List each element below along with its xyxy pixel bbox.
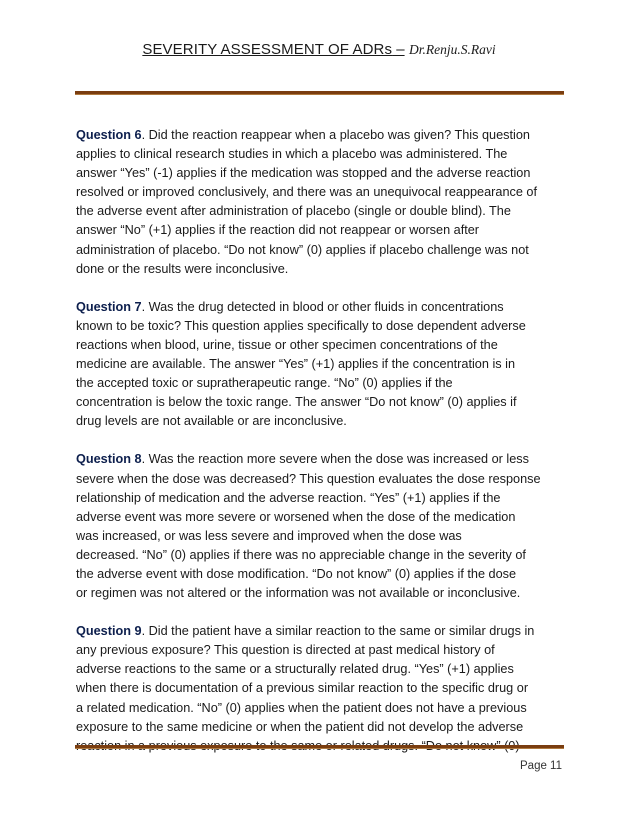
title-separator: – bbox=[392, 41, 405, 58]
text-line: medicine are available. The answer “Yes” (+1) applies if the concentration is in bbox=[76, 357, 516, 372]
question-text: . Was the reaction more severe when the dose was increased or less bbox=[141, 452, 529, 467]
text-line: the adverse event with dose modification. “Do not know” (0) applies if the dose bbox=[76, 566, 517, 581]
text-line bbox=[76, 622, 564, 641]
text-line bbox=[76, 298, 564, 317]
text-line: drug levels are not available or are inconclusive. bbox=[76, 414, 347, 429]
text-line: reaction in a previous exposure to the same or related drugs. “Do not know” (0) bbox=[76, 738, 520, 753]
text-line: severe when the dose was decreased? This question evaluates the dose response bbox=[76, 471, 541, 486]
text-line: resolved or improved conclusively, and there was an unequivocal reappearance of bbox=[76, 185, 538, 200]
text-line: the accepted toxic or supratherapeutic range. “No” (0) applies if the bbox=[76, 376, 453, 391]
question-label: Question 8 bbox=[76, 452, 142, 467]
text-line: answer “No” (+1) applies if the reaction did not reappear or worsen after bbox=[76, 223, 480, 238]
question-label: Question 6 bbox=[76, 128, 142, 142]
text-line: or regimen was not altered or the information was not available or inconclusive. bbox=[76, 586, 521, 601]
text-line: reactions when blood, urine, tissue or other specimen concentrations of the bbox=[76, 337, 498, 352]
page-number: Page 11 bbox=[520, 760, 562, 772]
question-paragraph bbox=[76, 450, 564, 603]
text-line: exposure to the same medicine or when the patient did not develop the adverse bbox=[76, 719, 524, 734]
document-body bbox=[76, 126, 564, 775]
question-paragraph bbox=[76, 622, 564, 756]
page-header bbox=[0, 41, 638, 59]
text-line: done or the results were inconclusive. bbox=[76, 261, 289, 276]
question-text: . Did the reaction reappear when a placebo was given? This question bbox=[141, 128, 530, 142]
text-line: answer “Yes” (-1) applies if the medication was stopped and the adverse reaction bbox=[76, 166, 531, 181]
text-line: concentration is below the toxic range. The answer “Do not know” (0) applies if bbox=[76, 395, 517, 410]
footer-rule bbox=[75, 745, 564, 749]
question-text: . Was the drug detected in blood or other fluids in concentrations bbox=[141, 299, 504, 314]
text-line: known to be toxic? This question applies specifically to dose dependent adverse bbox=[76, 318, 526, 333]
question-paragraph bbox=[76, 298, 564, 432]
text-line: decreased. “No” (0) applies if there was no appreciable change in the severity of bbox=[76, 547, 526, 562]
text-line: relationship of medication and the adverse reaction. “Yes” (+1) applies if the bbox=[76, 490, 501, 505]
text-line: when there is documentation of a previous similar reaction to the specific drug or bbox=[76, 681, 529, 696]
text-line: a related medication. “No” (0) applies when the patient does not have a previous bbox=[76, 700, 527, 715]
text-line: applies to clinical research studies in which a placebo was administered. The bbox=[76, 147, 508, 162]
text-line bbox=[76, 126, 564, 145]
text-line bbox=[76, 450, 564, 469]
text-line: any previous exposure? This question is directed at past medical history of bbox=[76, 643, 495, 658]
text-line: adverse event was more severe or worsened when the dose of the medication bbox=[76, 509, 516, 524]
text-line: was increased, or was less severe and improved when the dose was bbox=[76, 528, 462, 543]
text-line: the adverse event after administration of placebo (single or double blind). The bbox=[76, 204, 511, 219]
text-line: administration of placebo. “Do not know” (0) applies if placebo challenge was not bbox=[76, 242, 529, 257]
question-label: Question 7 bbox=[76, 299, 142, 314]
text-line: adverse reactions to the same or a structurally related drug. “Yes” (+1) applies bbox=[76, 662, 514, 677]
question-paragraph bbox=[76, 126, 564, 279]
document-title: SEVERITY ASSESSMENT OF ADRs bbox=[142, 41, 393, 58]
question-text: . Did the patient have a similar reaction to the same or similar drugs in bbox=[141, 624, 535, 639]
header-rule bbox=[75, 91, 564, 95]
author-name: Dr.Renju.S.Ravi bbox=[409, 42, 496, 57]
question-label: Question 9 bbox=[76, 624, 142, 639]
